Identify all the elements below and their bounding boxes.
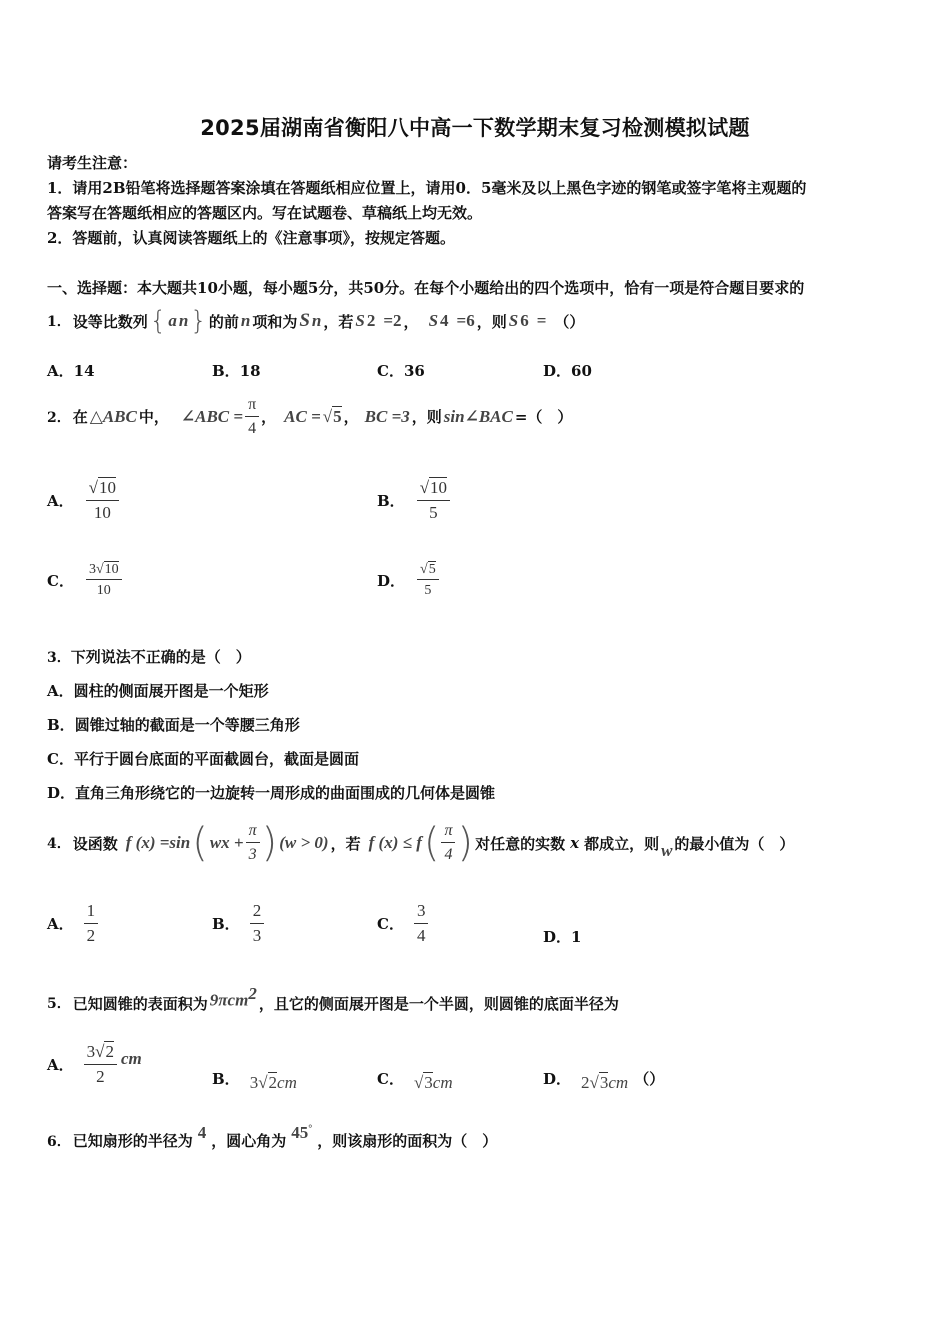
q4-option-d[interactable]: D．1 [543, 928, 582, 946]
question-3: 3．下列说法不正确的是（ ） [47, 648, 251, 666]
section-heading: 一、选择题：本大题共10小题，每小题5分，共50分。在每个小题给出的四个选项中，恰有一项是符合题目要求的 [47, 279, 805, 297]
q5-option-a[interactable]: A． $\frac{3√2}{2}$ cm [47, 1042, 142, 1086]
question-6: 6． 已知扇形的半径为 4 ，圆心角为 45° ，则该扇形的面积为（ ） [47, 1122, 498, 1150]
q3-option-b[interactable]: B．圆锥过轴的截面是一个等腰三角形 [47, 716, 300, 734]
notice-line-1a: 1．请用2B铅笔将选择题答案涂填在答题纸相应位置上，请用0．5毫米及以上黑色字迹的钢笔或签字笔将主观题的 [47, 179, 807, 197]
q1-option-b[interactable]: B．18 [212, 362, 261, 380]
q2-option-d[interactable]: D． $\frac{√5}{5}$ [377, 562, 439, 599]
q1-option-d[interactable]: D．60 [543, 362, 592, 380]
question-5: 5． 已知圆锥的表面积为 9πcm$^2$ ，且它的侧面展开图是一个半圆，则圆锥的底面半径为 [47, 984, 619, 1013]
q4-option-a[interactable]: A． $\frac{1}{2}$ [47, 902, 98, 945]
q4-option-c[interactable]: C． $\frac{3}{4}$ [377, 902, 428, 945]
question-number: 1． [47, 314, 71, 330]
question-1: 1． 设等比数列 { a n } 的前 n 项和为 S n ，若 S 2 =2 ， S 4 =6 ，则 S 6 = （） [47, 306, 585, 336]
q5-option-d[interactable]: D． 2√3cm （） [543, 1070, 665, 1092]
q3-option-c[interactable]: C．平行于圆台底面的平面截圆台，截面是圆面 [47, 750, 359, 768]
notice-heading: 请考生注意： [47, 154, 138, 172]
q5-option-b[interactable]: B． 3√2cm [212, 1070, 297, 1092]
q5-option-c[interactable]: C． √3cm [377, 1070, 453, 1092]
notice-line-2: 2．答题前，认真阅读答题纸上的《注意事项》，按规定答题。 [47, 229, 455, 247]
q1-option-c[interactable]: C．36 [377, 362, 425, 380]
notice-line-1b: 答案写在答题纸相应的答题区内。写在试题卷、草稿纸上均无效。 [47, 204, 483, 222]
q2-option-a[interactable]: A． $\frac{√10}{10}$ [47, 479, 119, 522]
q2-option-c[interactable]: C． $\frac{3√10}{10}$ [47, 562, 122, 599]
q4-option-b[interactable]: B． $\frac{2}{3}$ [212, 902, 264, 945]
q1-option-a[interactable]: A．14 [47, 362, 95, 380]
question-2: 2． 在 △ABC 中， ∠ABC = $\frac{\pi}{4}$ ， AC = √5 ， BC =3 ，则 sin∠BAC =（ ） [47, 396, 573, 437]
q3-option-d[interactable]: D．直角三角形绕它的一边旋转一周形成的曲面围成的几何体是圆锥 [47, 784, 496, 802]
q2-option-b[interactable]: B． $\frac{√10}{5}$ [377, 479, 450, 522]
q3-option-a[interactable]: A．圆柱的侧面展开图是一个矩形 [47, 682, 269, 700]
question-4: 4． 设函数 f (x) =sin ( wx + $\frac{\pi}{3}$ ) (w > 0) ，若 f (x) ≤ f ( $\frac{\pi}{4}$ ) 对任意的实数 x 都成立，则 w 的最小值为（ ） [47, 820, 795, 866]
exam-title: 2025届湖南省衡阳八中高一下数学期末复习检测模拟试题 [200, 116, 750, 140]
